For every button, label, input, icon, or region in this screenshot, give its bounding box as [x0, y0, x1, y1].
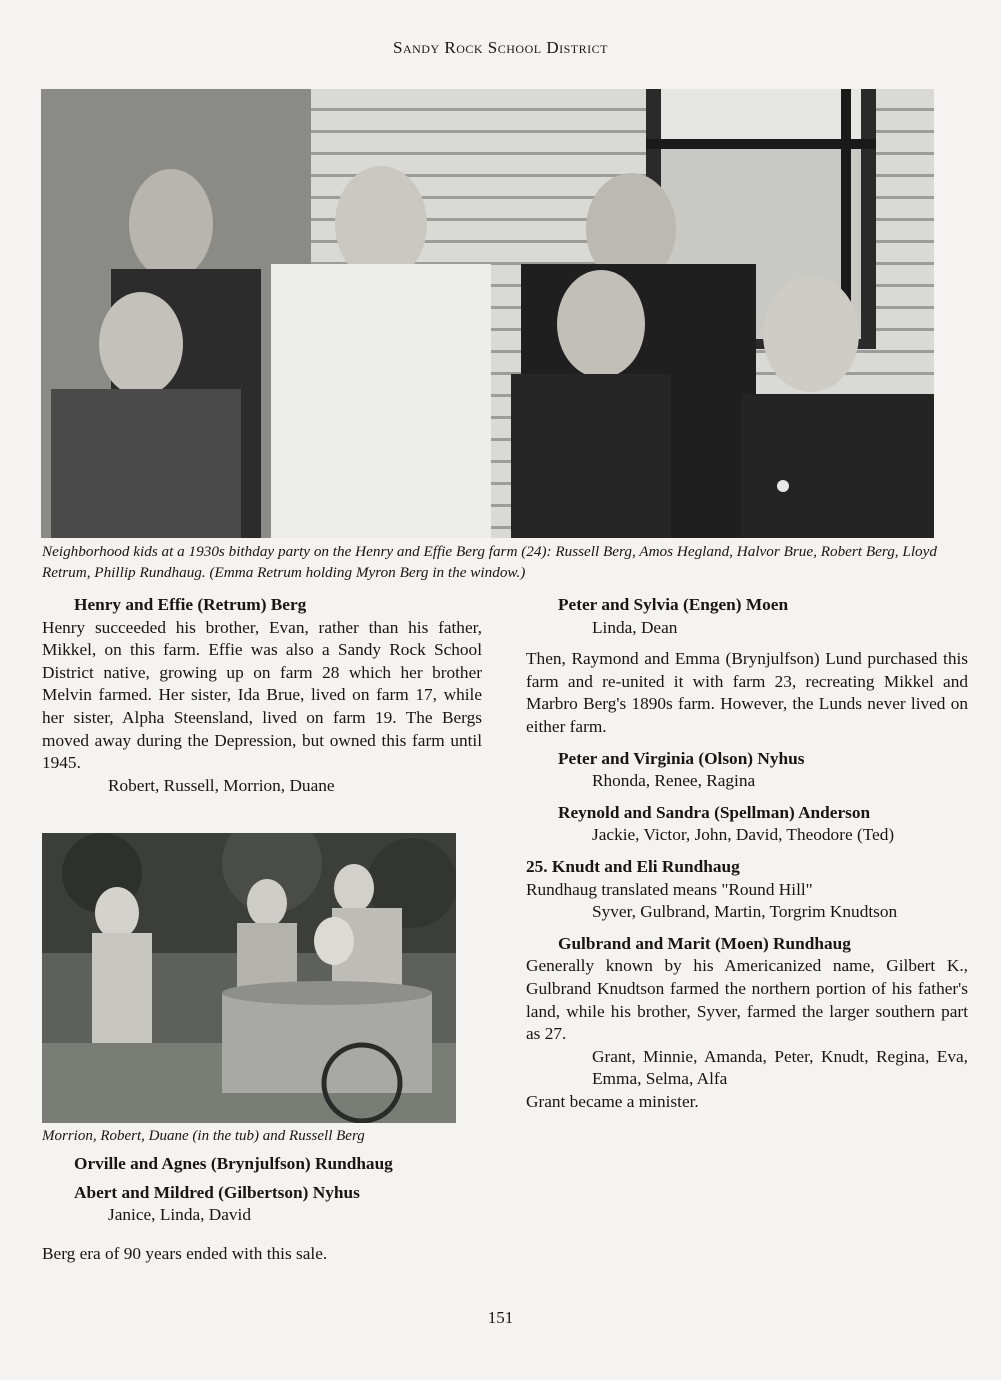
family-heading: Peter and Sylvia (Engen) Moen — [558, 595, 789, 614]
closing-note: Berg era of 90 years ended with this sale. — [42, 1244, 328, 1263]
family-heading: Abert and Mildred (Gilbertson) Nyhus — [74, 1183, 360, 1202]
family-heading: Reynold and Sandra (Spellman) Anderson — [558, 802, 871, 822]
paragraph: Then, Raymond and Emma (Brynjulfson) Lund purchased this farm and re-united it with farm 23, recreating Mikkel and Marbro Berg's 1890s farm. However, the Lunds never lived on either farm. — [526, 649, 968, 736]
family-heading: Orville and Agnes (Brynjulfson) Rundhaug — [74, 1154, 393, 1173]
children-list: Linda, Dean — [592, 617, 678, 637]
top-photo-caption: Neighborhood kids at a 1930s bithday party on the Henry and Effie Berg farm (24): Russell Berg, Amos Hegland, Halvor Brue, Robert Berg, Lloyd Retrum, Phillip Rundhaug. (Emma Retrum holding Myron Berg in the window.) — [42, 543, 937, 581]
right-column — [526, 594, 968, 1113]
page-number: 151 — [487, 1308, 514, 1327]
tub-photo — [42, 833, 456, 1123]
paragraph: Rundhaug translated means "Round Hill" — [526, 879, 813, 899]
children-list: Rhonda, Renee, Ragina — [592, 771, 756, 791]
family-heading: Gulbrand and Marit (Moen) Rundhaug — [558, 933, 851, 953]
family-heading: Henry and Effie (Retrum) Berg — [74, 595, 307, 614]
paragraph: Henry succeeded his brother, Evan, rather than his father, Mikkel, on this farm. Effie was also a Sandy Rock School District native, growing up on farm 28 which her brother Melvin farmed. Her sister, Ida Brue, lived on farm 17, while her sister, Alpha Steensland, lived on farm 19. The Bergs moved away during the Depression, but owned this farm until 1945. — [42, 617, 482, 773]
left-column — [42, 594, 482, 797]
children-list: Jackie, Victor, John, David, Theodore (Ted) — [592, 825, 895, 845]
family-heading: Peter and Virginia (Olson) Nyhus — [558, 748, 805, 768]
children-list: Grant, Minnie, Amanda, Peter, Knudt, Regina, Eva, Emma, Selma, Alfa — [592, 1046, 968, 1089]
children-list: Syver, Gulbrand, Martin, Torgrim Knudtson — [592, 902, 898, 922]
running-head: Sandy Rock School District — [393, 38, 608, 57]
paragraph: Generally known by his Americanized name, Gilbert K., Gulbrand Knudtson farmed the northern portion of his father's land, while his brother, Syver, farmed the larger southern part as 27. — [526, 956, 968, 1044]
party-photo — [41, 89, 934, 538]
closing-note: Grant became a minister. — [526, 1091, 699, 1111]
children-list: Robert, Russell, Morrion, Duane — [108, 775, 335, 795]
bottom-photo-caption: Morrion, Robert, Duane (in the tub) and Russell Berg — [42, 1128, 365, 1144]
farm-heading: 25. Knudt and Eli Rundhaug — [526, 856, 740, 876]
left-column-continued — [42, 1152, 482, 1266]
children-list: Janice, Linda, David — [108, 1205, 252, 1224]
